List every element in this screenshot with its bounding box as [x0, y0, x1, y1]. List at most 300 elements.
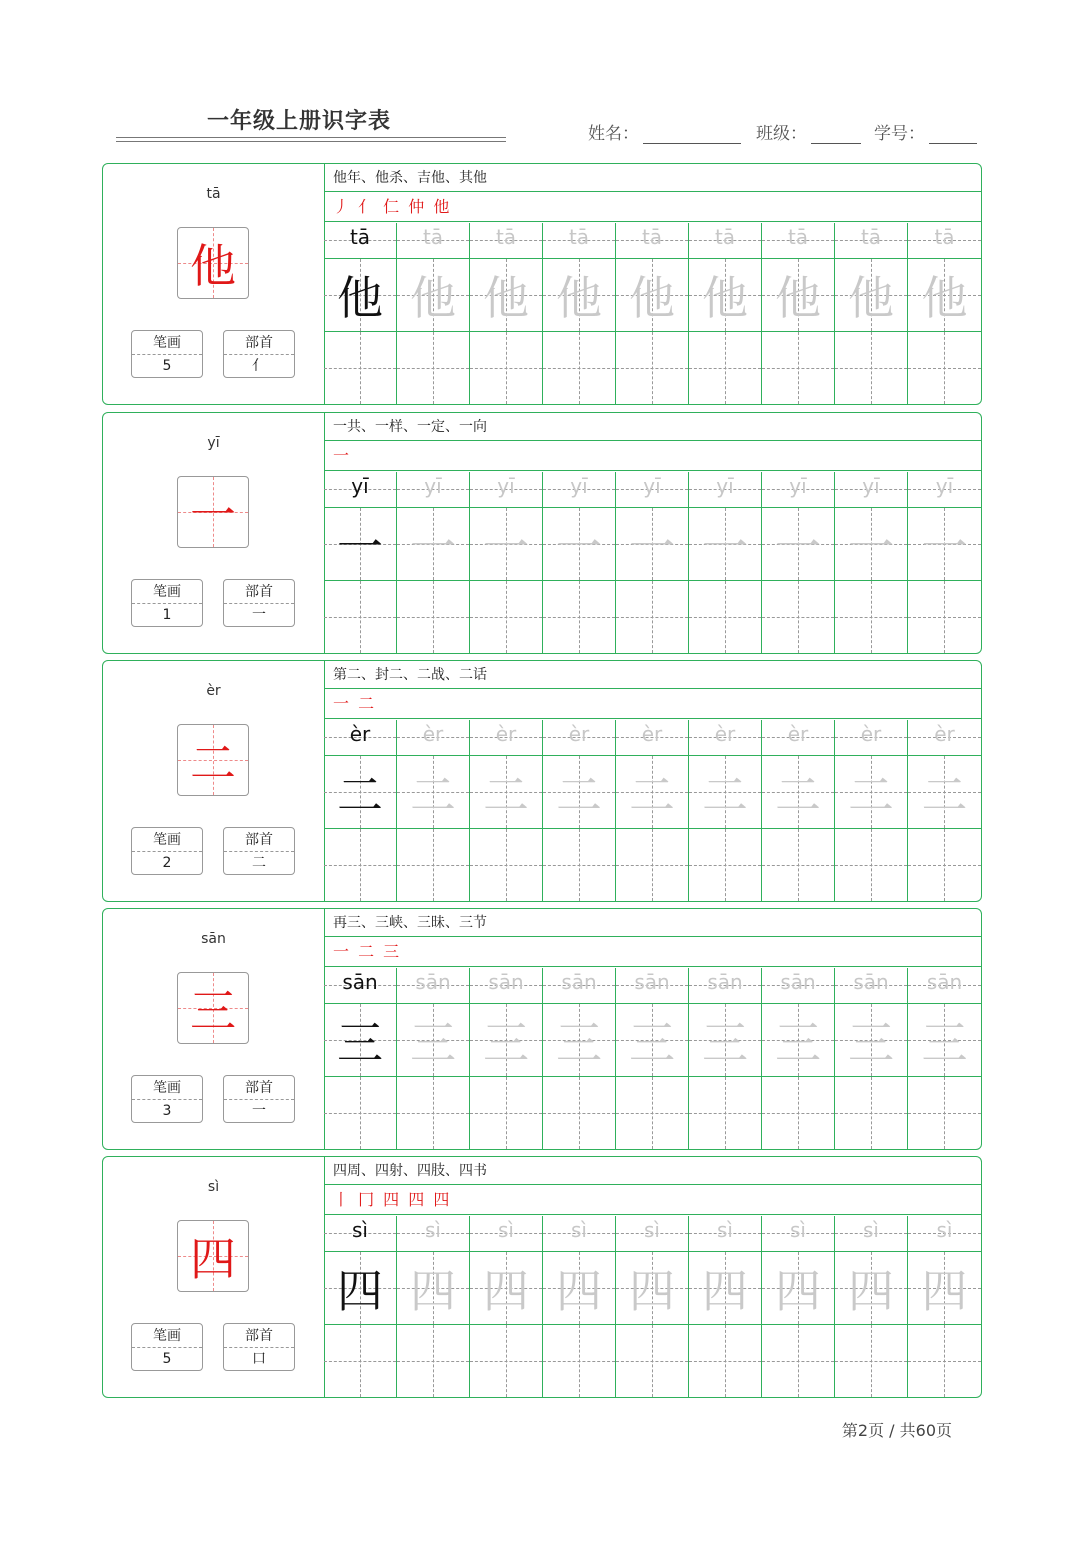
- stroke-count-box: [131, 330, 203, 378]
- writing-cell[interactable]: [543, 1077, 616, 1149]
- writing-cell[interactable]: [689, 1077, 762, 1149]
- writing-cell[interactable]: [324, 829, 397, 901]
- trace-character: 一: [483, 520, 529, 574]
- pinyin-guide: sì: [790, 1218, 806, 1242]
- character-info-panel: [103, 413, 325, 653]
- trace-character: 一: [556, 520, 602, 574]
- pinyin-guide: yī: [643, 474, 661, 498]
- pinyin-guide: sì: [717, 1218, 733, 1242]
- pinyin-guide: èr: [495, 722, 517, 746]
- pinyin-cell[interactable]: [616, 968, 689, 1004]
- trace-character: 三: [629, 1016, 675, 1070]
- writing-cell[interactable]: [543, 829, 616, 901]
- trace-character: 二: [556, 768, 602, 822]
- stroke-count-label: 笔画: [132, 1324, 202, 1348]
- trace-cell[interactable]: [908, 508, 981, 581]
- example-words: 第二、封二、二战、二话: [324, 661, 981, 689]
- trace-character: 二: [629, 768, 675, 822]
- stroke-count-box: [131, 827, 203, 875]
- pinyin-guide: sān: [853, 970, 889, 994]
- writing-cell[interactable]: [616, 829, 689, 901]
- pinyin-cell[interactable]: [689, 720, 762, 756]
- writing-cell[interactable]: [324, 1325, 397, 1397]
- pinyin-cell[interactable]: [835, 223, 908, 259]
- character-box: [177, 724, 249, 796]
- pinyin-cell[interactable]: [470, 968, 543, 1004]
- pinyin-cell[interactable]: [908, 472, 981, 508]
- class-field[interactable]: [756, 119, 861, 144]
- writing-cell[interactable]: [908, 1077, 981, 1149]
- trace-character: 三: [702, 1016, 748, 1070]
- writing-cell[interactable]: [543, 581, 616, 653]
- pinyin-guide: èr: [422, 722, 444, 746]
- pinyin-cell[interactable]: [689, 223, 762, 259]
- writing-cell[interactable]: [616, 581, 689, 653]
- trace-cell[interactable]: [543, 259, 616, 332]
- writing-cell[interactable]: [908, 1325, 981, 1397]
- writing-cell[interactable]: [908, 829, 981, 901]
- trace-cell[interactable]: [616, 1004, 689, 1077]
- writing-cell[interactable]: [835, 581, 908, 653]
- pinyin-guide: tā: [495, 225, 517, 249]
- stroke-order: 丿 亻 仁 仲 他: [324, 192, 981, 222]
- pinyin-guide: tā: [934, 225, 955, 249]
- radical-box: [223, 1323, 295, 1371]
- character-box: [177, 972, 249, 1044]
- trace-character: 一: [921, 520, 968, 574]
- pinyin-guide: èr: [349, 722, 371, 746]
- pinyin-guide: sì: [425, 1218, 441, 1242]
- pinyin-guide: yī: [497, 474, 515, 498]
- stroke-count-box: [131, 1323, 203, 1371]
- class-label: 班级：: [756, 124, 807, 144]
- radical-label: 部首: [224, 828, 294, 852]
- trace-character: 他: [921, 271, 968, 325]
- stroke-order: 一: [324, 441, 981, 471]
- trace-cell[interactable]: [835, 1252, 908, 1325]
- trace-character: 他: [410, 271, 456, 325]
- stroke-order: 丨 冂 四 四 四: [324, 1185, 981, 1215]
- number-blank[interactable]: [929, 125, 977, 144]
- writing-cell[interactable]: [397, 581, 470, 653]
- trace-character: 四: [629, 1264, 675, 1318]
- trace-character: 三: [337, 1016, 383, 1070]
- main-character: 一: [190, 488, 236, 542]
- character-info-panel: [103, 661, 325, 901]
- trace-character: 四: [921, 1264, 968, 1318]
- writing-cell[interactable]: [397, 829, 470, 901]
- pinyin-cell[interactable]: [762, 1216, 835, 1252]
- writing-cell[interactable]: [835, 829, 908, 901]
- main-character: 三: [190, 984, 236, 1038]
- practice-grid: [324, 968, 981, 1149]
- pinyin-cell[interactable]: [762, 472, 835, 508]
- pinyin-cell[interactable]: [397, 720, 470, 756]
- stroke-count-value: 3: [162, 1103, 172, 1119]
- trace-character: 二: [410, 768, 456, 822]
- character-box: [177, 476, 249, 548]
- trace-cell[interactable]: [762, 508, 835, 581]
- trace-character: 四: [702, 1264, 748, 1318]
- pinyin-guide: yī: [789, 474, 807, 498]
- stroke-count-label: 笔画: [132, 828, 202, 852]
- practice-panel: [324, 1157, 981, 1397]
- writing-cell[interactable]: [762, 581, 835, 653]
- pinyin-cell[interactable]: [762, 968, 835, 1004]
- writing-cell[interactable]: [470, 581, 543, 653]
- name-field[interactable]: [588, 119, 741, 144]
- trace-cell[interactable]: [762, 1004, 835, 1077]
- trace-cell[interactable]: [835, 756, 908, 829]
- pinyin-cell[interactable]: [324, 720, 397, 756]
- pinyin-guide: tā: [422, 225, 444, 249]
- pinyin-guide: yī: [351, 474, 369, 498]
- character-card: [102, 660, 982, 902]
- trace-cell[interactable]: [470, 1252, 543, 1325]
- trace-character: 他: [702, 271, 748, 325]
- writing-cell[interactable]: [835, 1077, 908, 1149]
- pinyin-cell[interactable]: [324, 968, 397, 1004]
- pinyin-cell[interactable]: [908, 1216, 981, 1252]
- writing-cell[interactable]: [470, 1077, 543, 1149]
- writing-cell[interactable]: [470, 829, 543, 901]
- pinyin-cell[interactable]: [835, 720, 908, 756]
- pinyin-cell[interactable]: [762, 223, 835, 259]
- pinyin-guide: tā: [568, 225, 590, 249]
- pinyin-guide: sān: [342, 970, 378, 994]
- character-card: [102, 908, 982, 1150]
- pinyin-guide: tā: [787, 225, 809, 249]
- pinyin-guide: èr: [860, 722, 882, 746]
- pinyin-cell[interactable]: [470, 720, 543, 756]
- pinyin-guide: sì: [936, 1218, 953, 1242]
- writing-cell[interactable]: [689, 332, 762, 404]
- pinyin-guide: èr: [568, 722, 590, 746]
- pinyin-cell[interactable]: [689, 472, 762, 508]
- pinyin-guide: sān: [780, 970, 816, 994]
- writing-cell[interactable]: [762, 829, 835, 901]
- character-box: [177, 227, 249, 299]
- radical-label: 部首: [224, 1324, 294, 1348]
- character-pinyin: èr: [206, 683, 221, 699]
- writing-cell[interactable]: [543, 332, 616, 404]
- radical-label: 部首: [224, 331, 294, 355]
- pinyin-guide: sān: [707, 970, 743, 994]
- trace-cell[interactable]: [689, 508, 762, 581]
- example-words: 他年、他杀、吉他、其他: [324, 164, 981, 192]
- name-blank[interactable]: [643, 125, 741, 144]
- pinyin-cell[interactable]: [543, 1216, 616, 1252]
- trace-cell[interactable]: [543, 1252, 616, 1325]
- trace-character: 二: [775, 768, 821, 822]
- radical-label: 部首: [224, 580, 294, 604]
- pinyin-cell[interactable]: [908, 223, 981, 259]
- writing-cell[interactable]: [616, 1325, 689, 1397]
- character-box: [177, 1220, 249, 1292]
- pinyin-guide: tā: [349, 225, 371, 249]
- radical-value: 一: [252, 607, 266, 623]
- writing-cell[interactable]: [397, 1077, 470, 1149]
- pinyin-guide: yī: [570, 474, 588, 498]
- stroke-count-box: [131, 1075, 203, 1123]
- character-pinyin: sān: [201, 931, 226, 947]
- main-character: 二: [190, 736, 236, 790]
- character-info-panel: [103, 1157, 325, 1397]
- trace-cell[interactable]: [689, 1252, 762, 1325]
- trace-cell[interactable]: [908, 1004, 981, 1077]
- trace-cell[interactable]: [470, 756, 543, 829]
- writing-cell[interactable]: [762, 1077, 835, 1149]
- writing-cell[interactable]: [470, 332, 543, 404]
- pinyin-cell[interactable]: [616, 472, 689, 508]
- pinyin-guide: sān: [634, 970, 670, 994]
- pinyin-cell[interactable]: [616, 1216, 689, 1252]
- stroke-count-label: 笔画: [132, 331, 202, 355]
- name-label: 姓名：: [588, 124, 639, 144]
- trace-character: 一: [337, 520, 383, 574]
- main-character: 他: [190, 239, 236, 293]
- trace-character: 他: [483, 271, 529, 325]
- stroke-count-value: 5: [162, 358, 172, 374]
- pinyin-guide: sān: [926, 970, 963, 994]
- practice-panel: [324, 661, 981, 901]
- writing-cell[interactable]: [908, 581, 981, 653]
- example-words: 再三、三峡、三昧、三节: [324, 909, 981, 937]
- pinyin-cell[interactable]: [543, 223, 616, 259]
- writing-cell[interactable]: [397, 332, 470, 404]
- trace-character: 他: [337, 271, 383, 325]
- pinyin-guide: èr: [787, 722, 809, 746]
- pinyin-cell[interactable]: [324, 1216, 397, 1252]
- writing-cell[interactable]: [324, 332, 397, 404]
- radical-value: 亻: [252, 358, 266, 374]
- example-words: 四周、四射、四肢、四书: [324, 1157, 981, 1185]
- pinyin-guide: tā: [641, 225, 663, 249]
- writing-cell[interactable]: [616, 1077, 689, 1149]
- practice-grid: [324, 223, 981, 404]
- trace-cell[interactable]: [616, 508, 689, 581]
- trace-cell[interactable]: [762, 756, 835, 829]
- trace-character: 二: [921, 768, 968, 822]
- trace-character: 二: [337, 768, 383, 822]
- trace-character: 四: [410, 1264, 456, 1318]
- trace-character: 他: [556, 271, 602, 325]
- pinyin-guide: yī: [716, 474, 734, 498]
- stroke-count-label: 笔画: [132, 580, 202, 604]
- character-card: [102, 412, 982, 654]
- pinyin-cell[interactable]: [689, 1216, 762, 1252]
- character-card: [102, 1156, 982, 1398]
- writing-cell[interactable]: [470, 1325, 543, 1397]
- practice-panel: [324, 164, 981, 404]
- trace-cell[interactable]: [689, 756, 762, 829]
- writing-cell[interactable]: [762, 1325, 835, 1397]
- writing-cell[interactable]: [616, 332, 689, 404]
- trace-character: 四: [483, 1264, 529, 1318]
- pinyin-cell[interactable]: [835, 968, 908, 1004]
- pinyin-cell[interactable]: [397, 1216, 470, 1252]
- trace-cell[interactable]: [689, 1004, 762, 1077]
- pinyin-guide: yī: [935, 474, 954, 498]
- stroke-count-value: 2: [162, 855, 172, 871]
- pinyin-cell[interactable]: [324, 472, 397, 508]
- trace-cell[interactable]: [835, 259, 908, 332]
- trace-cell[interactable]: [908, 1252, 981, 1325]
- trace-character: 他: [775, 271, 821, 325]
- trace-cell[interactable]: [835, 508, 908, 581]
- trace-character: 四: [848, 1264, 894, 1318]
- pinyin-guide: sān: [415, 970, 451, 994]
- pinyin-cell[interactable]: [835, 472, 908, 508]
- trace-cell[interactable]: [835, 1004, 908, 1077]
- pinyin-guide: sì: [863, 1218, 879, 1242]
- trace-cell[interactable]: [324, 259, 397, 332]
- writing-cell[interactable]: [324, 1077, 397, 1149]
- trace-character: 三: [410, 1016, 456, 1070]
- writing-cell[interactable]: [689, 829, 762, 901]
- pinyin-guide: sì: [571, 1218, 587, 1242]
- trace-character: 一: [702, 520, 748, 574]
- class-blank[interactable]: [811, 125, 861, 144]
- practice-grid: [324, 472, 981, 653]
- pinyin-guide: sì: [498, 1218, 514, 1242]
- trace-character: 他: [848, 271, 894, 325]
- pinyin-guide: sì: [644, 1218, 660, 1242]
- page-title: 一年级上册识字表: [207, 109, 392, 134]
- pinyin-guide: tā: [714, 225, 736, 249]
- trace-character: 四: [775, 1264, 821, 1318]
- trace-cell[interactable]: [908, 259, 981, 332]
- practice-panel: [324, 909, 981, 1149]
- pinyin-cell[interactable]: [397, 223, 470, 259]
- trace-cell[interactable]: [543, 1004, 616, 1077]
- trace-cell[interactable]: [397, 508, 470, 581]
- stroke-count-value: 1: [162, 607, 172, 623]
- pinyin-cell[interactable]: [543, 720, 616, 756]
- pinyin-cell[interactable]: [324, 223, 397, 259]
- page-number: 第2页 / 共60页: [841, 1421, 952, 1440]
- radical-value: 口: [252, 1351, 266, 1367]
- radical-box: [223, 330, 295, 378]
- pinyin-cell[interactable]: [397, 968, 470, 1004]
- trace-cell[interactable]: [616, 259, 689, 332]
- trace-cell[interactable]: [470, 259, 543, 332]
- pinyin-cell[interactable]: [616, 720, 689, 756]
- pinyin-guide: sān: [561, 970, 597, 994]
- pinyin-cell[interactable]: [470, 1216, 543, 1252]
- stroke-count-label: 笔画: [132, 1076, 202, 1100]
- title-underline: [116, 137, 506, 138]
- practice-panel: [324, 413, 981, 653]
- main-character: 四: [190, 1232, 236, 1286]
- character-info-panel: [103, 164, 325, 404]
- trace-cell[interactable]: [543, 756, 616, 829]
- trace-character: 二: [702, 768, 748, 822]
- trace-character: 三: [483, 1016, 529, 1070]
- writing-cell[interactable]: [397, 1325, 470, 1397]
- pinyin-cell[interactable]: [470, 472, 543, 508]
- radical-label: 部首: [224, 1076, 294, 1100]
- radical-box: [223, 579, 295, 627]
- trace-cell[interactable]: [397, 1252, 470, 1325]
- pinyin-guide: sì: [352, 1218, 368, 1242]
- pinyin-guide: yī: [862, 474, 880, 498]
- pinyin-cell[interactable]: [908, 720, 981, 756]
- trace-cell[interactable]: [397, 756, 470, 829]
- practice-grid: [324, 1216, 981, 1397]
- stroke-count-box: [131, 579, 203, 627]
- trace-cell[interactable]: [324, 508, 397, 581]
- trace-cell[interactable]: [543, 508, 616, 581]
- pinyin-cell[interactable]: [543, 472, 616, 508]
- trace-cell[interactable]: [324, 1004, 397, 1077]
- practice-grid: [324, 720, 981, 901]
- trace-character: 三: [775, 1016, 821, 1070]
- writing-cell[interactable]: [543, 1325, 616, 1397]
- trace-cell[interactable]: [324, 1252, 397, 1325]
- trace-character: 三: [921, 1016, 968, 1070]
- trace-cell[interactable]: [397, 1004, 470, 1077]
- writing-cell[interactable]: [324, 581, 397, 653]
- pinyin-guide: èr: [934, 722, 955, 746]
- trace-character: 二: [483, 768, 529, 822]
- pinyin-cell[interactable]: [762, 720, 835, 756]
- trace-cell[interactable]: [616, 756, 689, 829]
- trace-cell[interactable]: [762, 1252, 835, 1325]
- trace-cell[interactable]: [470, 1004, 543, 1077]
- stroke-order: 一 二: [324, 689, 981, 719]
- pinyin-cell[interactable]: [397, 472, 470, 508]
- radical-value: 二: [252, 855, 266, 871]
- trace-character: 一: [410, 520, 456, 574]
- number-field[interactable]: [874, 119, 977, 144]
- pinyin-cell[interactable]: [616, 223, 689, 259]
- writing-cell[interactable]: [835, 1325, 908, 1397]
- writing-cell[interactable]: [835, 332, 908, 404]
- character-card: [102, 163, 982, 405]
- example-words: 一共、一样、一定、一向: [324, 413, 981, 441]
- pinyin-guide: èr: [714, 722, 736, 746]
- pinyin-cell[interactable]: [689, 968, 762, 1004]
- writing-cell[interactable]: [689, 581, 762, 653]
- character-pinyin: yī: [207, 435, 220, 451]
- pinyin-guide: yī: [424, 474, 442, 498]
- writing-cell[interactable]: [689, 1325, 762, 1397]
- radical-box: [223, 1075, 295, 1123]
- trace-cell[interactable]: [324, 756, 397, 829]
- pinyin-cell[interactable]: [908, 968, 981, 1004]
- stroke-order: 一 二 三: [324, 937, 981, 967]
- trace-character: 三: [848, 1016, 894, 1070]
- trace-character: 他: [629, 271, 675, 325]
- writing-cell[interactable]: [762, 332, 835, 404]
- pinyin-cell[interactable]: [470, 223, 543, 259]
- number-label: 学号：: [874, 124, 925, 144]
- trace-cell[interactable]: [470, 508, 543, 581]
- pinyin-guide: tā: [860, 225, 882, 249]
- writing-cell[interactable]: [908, 332, 981, 404]
- character-info-panel: [103, 909, 325, 1149]
- pinyin-guide: èr: [641, 722, 663, 746]
- pinyin-cell[interactable]: [835, 1216, 908, 1252]
- trace-cell[interactable]: [397, 259, 470, 332]
- trace-cell[interactable]: [689, 259, 762, 332]
- pinyin-cell[interactable]: [543, 968, 616, 1004]
- trace-cell[interactable]: [762, 259, 835, 332]
- trace-cell[interactable]: [908, 756, 981, 829]
- title-underline-2: [116, 141, 506, 142]
- trace-cell[interactable]: [616, 1252, 689, 1325]
